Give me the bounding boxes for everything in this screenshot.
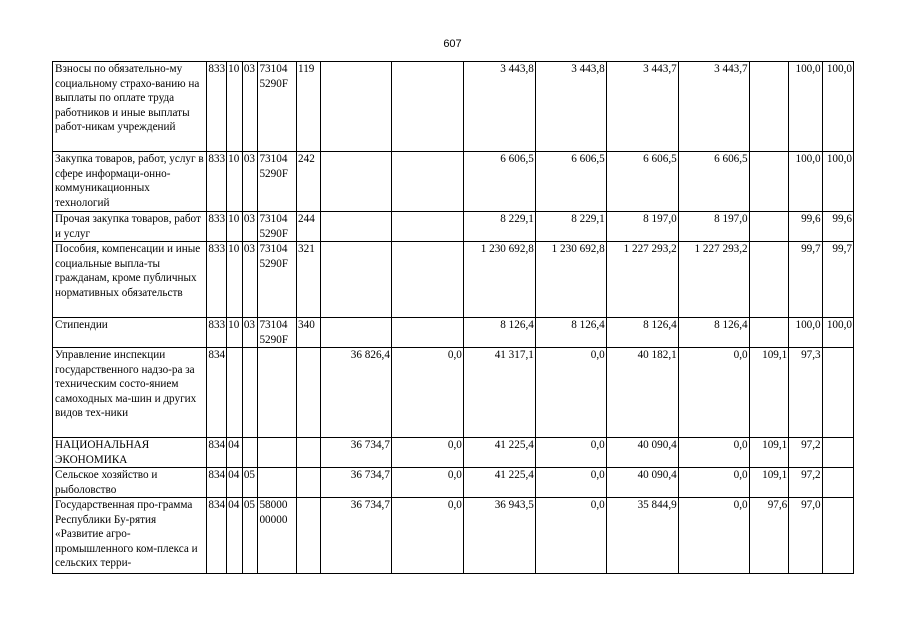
cell-grbs-code: 834: [207, 468, 227, 498]
cell-value: 6 606,5: [463, 152, 535, 212]
cell-expense-type: [297, 348, 321, 438]
cell-target-article: 73104 5290F: [258, 212, 297, 242]
cell-percent: 100,0: [822, 318, 853, 348]
cell-percent: 97,0: [789, 498, 822, 574]
cell-percent: 100,0: [789, 62, 822, 152]
table-row: [53, 498, 854, 574]
table-row: [53, 242, 854, 318]
cell-expense-type: 242: [297, 152, 321, 212]
cell-value: 8 229,1: [463, 212, 535, 242]
cell-value: 8 126,4: [606, 318, 678, 348]
cell-name: Сельское хозяйство и рыболовство: [53, 468, 207, 498]
cell-target-article: 73104 5290F: [258, 62, 297, 152]
cell-subsection-code: 03: [242, 318, 258, 348]
cell-value: 36 734,7: [321, 498, 392, 574]
cell-percent: 99,7: [789, 242, 822, 318]
cell-grbs-code: 833: [207, 318, 227, 348]
cell-value: 3 443,7: [678, 62, 749, 152]
cell-percent: [749, 212, 789, 242]
cell-percent: 97,3: [789, 348, 822, 438]
cell-subsection-code: 03: [242, 242, 258, 318]
cell-name: Взносы по обязательно-му социальному страхо-ванию на выплаты по оплате труда работников и иные выплаты работ-никам учреждений: [53, 62, 207, 152]
budget-table: [52, 61, 854, 574]
cell-percent: 99,6: [789, 212, 822, 242]
cell-subsection-code: [242, 438, 258, 468]
cell-percent: 109,1: [749, 468, 789, 498]
cell-expense-type: 321: [297, 242, 321, 318]
cell-grbs-code: 833: [207, 62, 227, 152]
cell-grbs-code: 834: [207, 498, 227, 574]
cell-name: Прочая закупка товаров, работ и услуг: [53, 212, 207, 242]
cell-value: 0,0: [391, 348, 463, 438]
cell-grbs-code: 833: [207, 152, 227, 212]
cell-value: 1 230 692,8: [463, 242, 535, 318]
cell-value: 3 443,7: [606, 62, 678, 152]
cell-percent: 100,0: [822, 152, 853, 212]
cell-percent: 100,0: [789, 152, 822, 212]
cell-percent: 99,7: [822, 242, 853, 318]
cell-value: [321, 212, 392, 242]
cell-target-article: [258, 348, 297, 438]
cell-value: 8 126,4: [463, 318, 535, 348]
cell-percent: [822, 498, 853, 574]
cell-section-code: [227, 348, 243, 438]
cell-subsection-code: 03: [242, 62, 258, 152]
cell-value: 8 126,4: [678, 318, 749, 348]
cell-value: [321, 62, 392, 152]
cell-expense-type: [297, 468, 321, 498]
cell-value: 3 443,8: [535, 62, 606, 152]
cell-grbs-code: 834: [207, 438, 227, 468]
table-row: [53, 152, 854, 212]
cell-name: Государственная про-грамма Республики Бу-рятия «Развитие агро-промышленного ком-плекса и сельских терри-: [53, 498, 207, 574]
cell-target-article: 73104 5290F: [258, 318, 297, 348]
cell-percent: 100,0: [822, 62, 853, 152]
cell-value: [391, 152, 463, 212]
page-number: 607: [443, 38, 462, 50]
cell-value: 1 227 293,2: [678, 242, 749, 318]
cell-value: 36 734,7: [321, 438, 392, 468]
cell-percent: 97,2: [789, 468, 822, 498]
cell-section-code: 04: [227, 438, 243, 468]
table-row: [53, 212, 854, 242]
cell-value: 0,0: [678, 498, 749, 574]
cell-value: 40 182,1: [606, 348, 678, 438]
cell-value: 3 443,8: [463, 62, 535, 152]
table-row: [53, 348, 854, 438]
cell-value: 6 606,5: [606, 152, 678, 212]
cell-value: [391, 242, 463, 318]
cell-target-article: 73104 5290F: [258, 242, 297, 318]
cell-name: Управление инспекции государственного надзо-ра за техническим состо-янием самоходных ма-шин и других видов тех-ники: [53, 348, 207, 438]
cell-percent: 100,0: [789, 318, 822, 348]
cell-section-code: 10: [227, 242, 243, 318]
cell-value: 36 826,4: [321, 348, 392, 438]
cell-value: 41 317,1: [463, 348, 535, 438]
cell-value: 1 227 293,2: [606, 242, 678, 318]
cell-value: 0,0: [678, 468, 749, 498]
cell-value: 8 126,4: [535, 318, 606, 348]
cell-expense-type: 244: [297, 212, 321, 242]
cell-target-article: 58000 00000: [258, 498, 297, 574]
cell-value: 1 230 692,8: [535, 242, 606, 318]
cell-section-code: 10: [227, 152, 243, 212]
table-row: [53, 438, 854, 468]
cell-grbs-code: 833: [207, 242, 227, 318]
cell-name: НАЦИОНАЛЬНАЯ ЭКОНОМИКА: [53, 438, 207, 468]
cell-expense-type: 119: [297, 62, 321, 152]
cell-value: 8 197,0: [678, 212, 749, 242]
cell-value: 0,0: [535, 468, 606, 498]
cell-target-article: [258, 438, 297, 468]
cell-value: 0,0: [391, 438, 463, 468]
cell-value: 41 225,4: [463, 468, 535, 498]
cell-subsection-code: 03: [242, 212, 258, 242]
cell-value: 0,0: [678, 348, 749, 438]
cell-value: [321, 152, 392, 212]
cell-value: 0,0: [391, 498, 463, 574]
table-row: [53, 62, 854, 152]
cell-subsection-code: [242, 348, 258, 438]
cell-target-article: 73104 5290F: [258, 152, 297, 212]
cell-percent: [822, 468, 853, 498]
cell-target-article: [258, 468, 297, 498]
cell-value: 40 090,4: [606, 438, 678, 468]
cell-section-code: 10: [227, 212, 243, 242]
cell-grbs-code: 833: [207, 212, 227, 242]
cell-expense-type: [297, 438, 321, 468]
cell-section-code: 10: [227, 318, 243, 348]
cell-name: Закупка товаров, работ, услуг в сфере информаци-онно-коммуникационных технологий: [53, 152, 207, 212]
cell-percent: 109,1: [749, 438, 789, 468]
cell-value: [321, 242, 392, 318]
cell-expense-type: [297, 498, 321, 574]
cell-value: 41 225,4: [463, 438, 535, 468]
cell-value: 6 606,5: [678, 152, 749, 212]
cell-value: 0,0: [535, 498, 606, 574]
cell-value: 40 090,4: [606, 468, 678, 498]
cell-value: [391, 62, 463, 152]
cell-value: 36 734,7: [321, 468, 392, 498]
cell-percent: 99,6: [822, 212, 853, 242]
cell-value: [391, 212, 463, 242]
cell-section-code: 04: [227, 498, 243, 574]
cell-name: Пособия, компенсации и иные социальные выпла-ты гражданам, кроме публичных нормативных обязательств: [53, 242, 207, 318]
cell-section-code: 10: [227, 62, 243, 152]
cell-percent: [822, 348, 853, 438]
cell-percent: [749, 318, 789, 348]
cell-subsection-code: 05: [242, 468, 258, 498]
table-row: [53, 318, 854, 348]
cell-section-code: 04: [227, 468, 243, 498]
cell-value: 8 197,0: [606, 212, 678, 242]
cell-value: 35 844,9: [606, 498, 678, 574]
cell-value: 0,0: [391, 468, 463, 498]
cell-value: 6 606,5: [535, 152, 606, 212]
cell-expense-type: 340: [297, 318, 321, 348]
cell-name: Стипендии: [53, 318, 207, 348]
cell-percent: [749, 152, 789, 212]
cell-percent: 109,1: [749, 348, 789, 438]
cell-percent: [749, 62, 789, 152]
cell-value: 0,0: [678, 438, 749, 468]
cell-subsection-code: 05: [242, 498, 258, 574]
cell-percent: 97,2: [789, 438, 822, 468]
cell-percent: 97,6: [749, 498, 789, 574]
cell-value: 0,0: [535, 348, 606, 438]
cell-value: 0,0: [535, 438, 606, 468]
cell-subsection-code: 03: [242, 152, 258, 212]
cell-value: 8 229,1: [535, 212, 606, 242]
cell-value: [391, 318, 463, 348]
cell-value: [321, 318, 392, 348]
table-row: [53, 468, 854, 498]
cell-grbs-code: 834: [207, 348, 227, 438]
cell-percent: [822, 438, 853, 468]
cell-value: 36 943,5: [463, 498, 535, 574]
cell-percent: [749, 242, 789, 318]
